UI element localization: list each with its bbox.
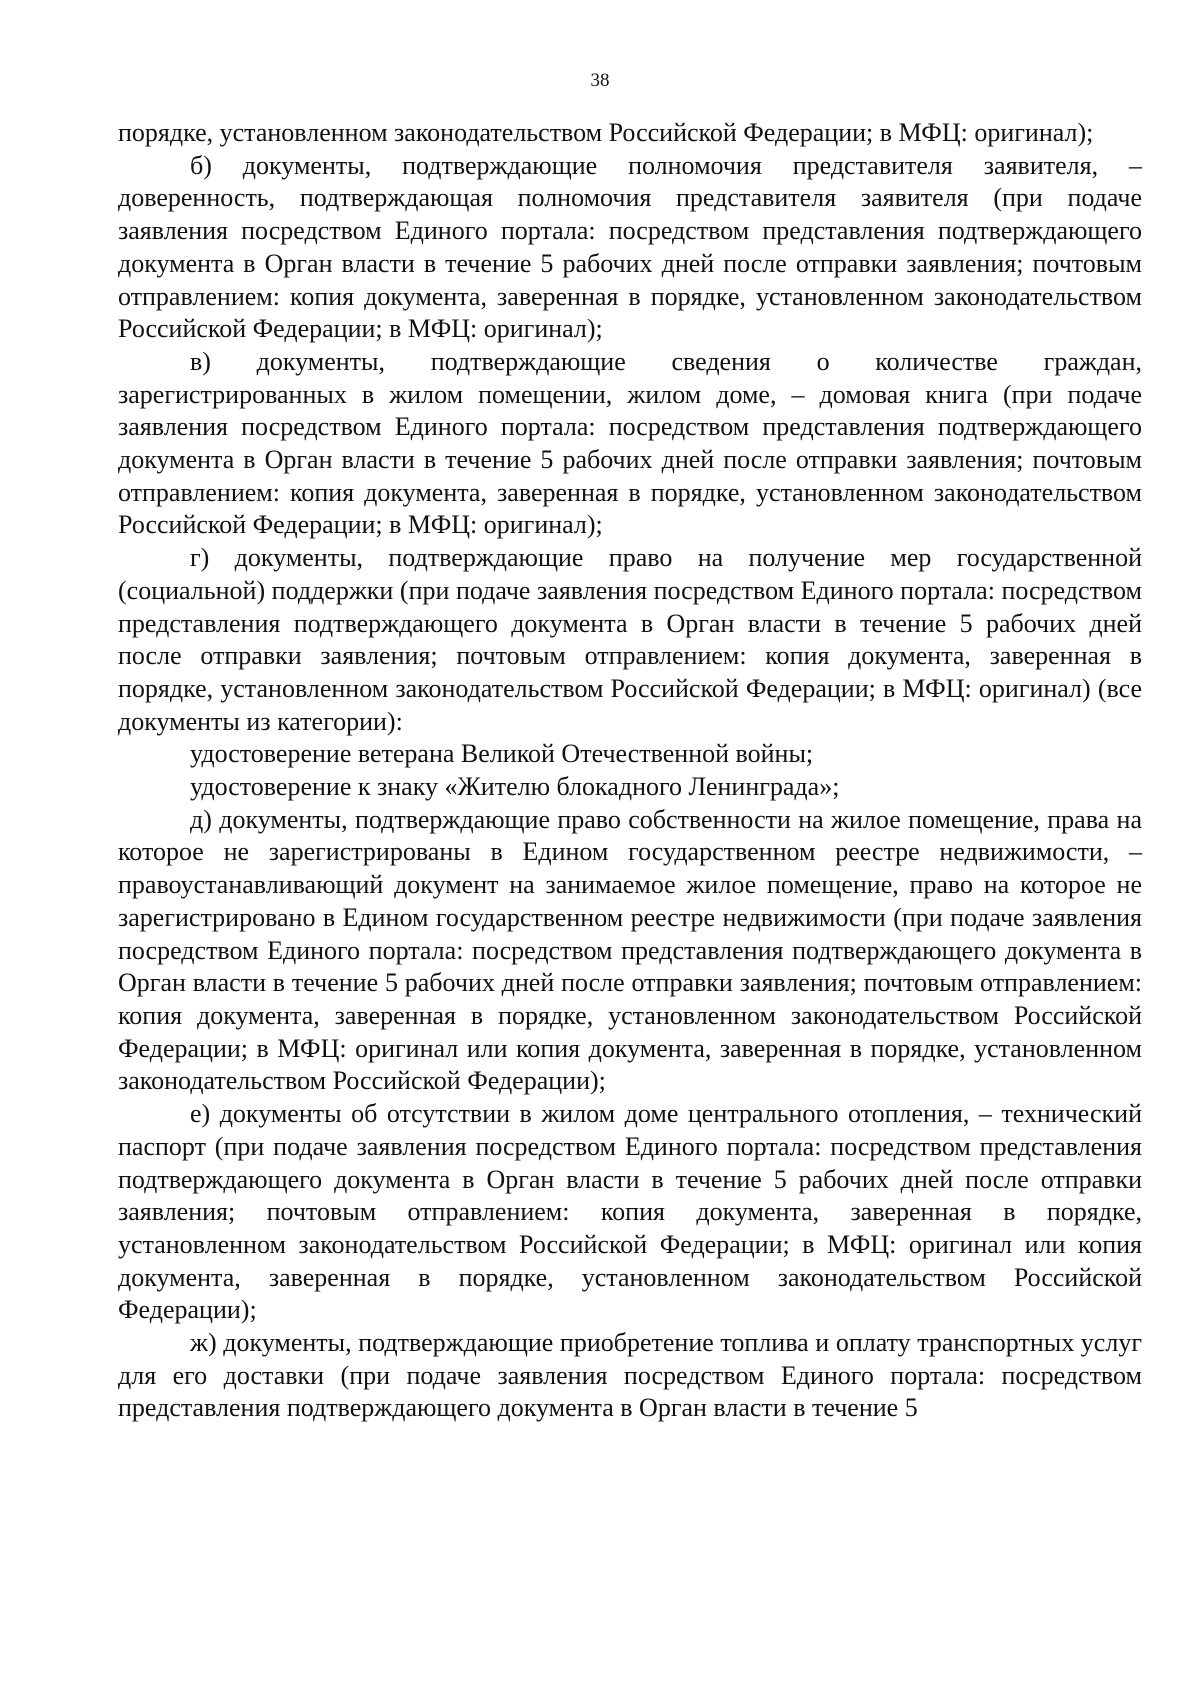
paragraph-item-d: д) документы, подтверждающие право собственности на жилое помещение, права на которое не зарегистрированы в Едином государственном реестре недвижимости, – правоустанавливающий документ на занимаемое жилое помещение, право на которое не зарегистрировано в Едином государственном реестре недвижимости (при подаче заявления посредством Единого портала: посредством представления подтверждающего документа в Орган власти в течение 5 рабочих дней после отправки заявления; почтовым отправлением: копия документа, заверенная в порядке, установленном законодательством Российской Федерации; в МФЦ: оригинал или копия документа, заверенная в порядке, установленном законодательством Российской Федерации); <box>118 804 1142 1096</box>
paragraph-subitem-blockade: удостоверение к знаку «Жителю блокадного Ленинграда»; <box>190 772 840 802</box>
page-number: 38 <box>590 70 610 91</box>
document-body <box>118 117 1142 1425</box>
paragraph-item-v: в) документы, подтверждающие сведения о количестве граждан, зарегистрированных в жилом помещении, жилом доме, – домовая книга (при подаче заявления посредством Единого портала: посредством представления подтверждающего документа в Орган власти в течение 5 рабочих дней после отправки заявления; почтовым отправлением: копия документа, заверенная в порядке, установленном законодательством Российской Федерации; в МФЦ: оригинал); <box>118 346 1142 540</box>
paragraph-item-g: г) документы, подтверждающие право на получение мер государственной (социальной) поддержки (при подаче заявления посредством Единого портала: посредством представления подтверждающего документа в Орган власти в течение 5 рабочих дней после отправки заявления; почтовым отправлением: копия документа, заверенная в порядке, установленном законодательством Российской Федерации; в МФЦ: оригинал) (все документы из категории): <box>118 543 1142 736</box>
paragraph-subitem-veteran: удостоверение ветерана Великой Отечественной войны; <box>190 739 814 769</box>
paragraph-item-b: б) документы, подтверждающие полномочия представителя заявителя, – доверенность, подтверждающая полномочия представителя заявителя (при подаче заявления посредством Единого портала: посредством представления подтверждающего документа в Орган власти в течение 5 рабочих дней после отправки заявления; почтовым отправлением: копия документа, заверенная в порядке, установленном законодательством Российской Федерации; в МФЦ: оригинал); <box>118 150 1142 344</box>
paragraph-item-e: е) документы об отсутствии в жилом доме центрального отопления, – технический паспорт (при подаче заявления посредством Единого портала: посредством представления подтверждающего документа в Орган власти в течение 5 рабочих дней после отправки заявления; почтовым отправлением: копия документа, заверенная в порядке, установленном законодательством Российской Федерации; в МФЦ: оригинал или копия документа, заверенная в порядке, установленном законодательством Российской Федерации); <box>118 1099 1142 1325</box>
paragraph-item-zh: ж) документы, подтверждающие приобретение топлива и оплату транспортных услуг для его доставки (при подаче заявления посредством Единого портала: посредством представления подтверждающего документа в Орган власти в течение 5 <box>118 1328 1142 1423</box>
paragraph-continuation: порядке, установленном законодательством Российской Федерации; в МФЦ: оригинал); <box>118 118 1094 147</box>
